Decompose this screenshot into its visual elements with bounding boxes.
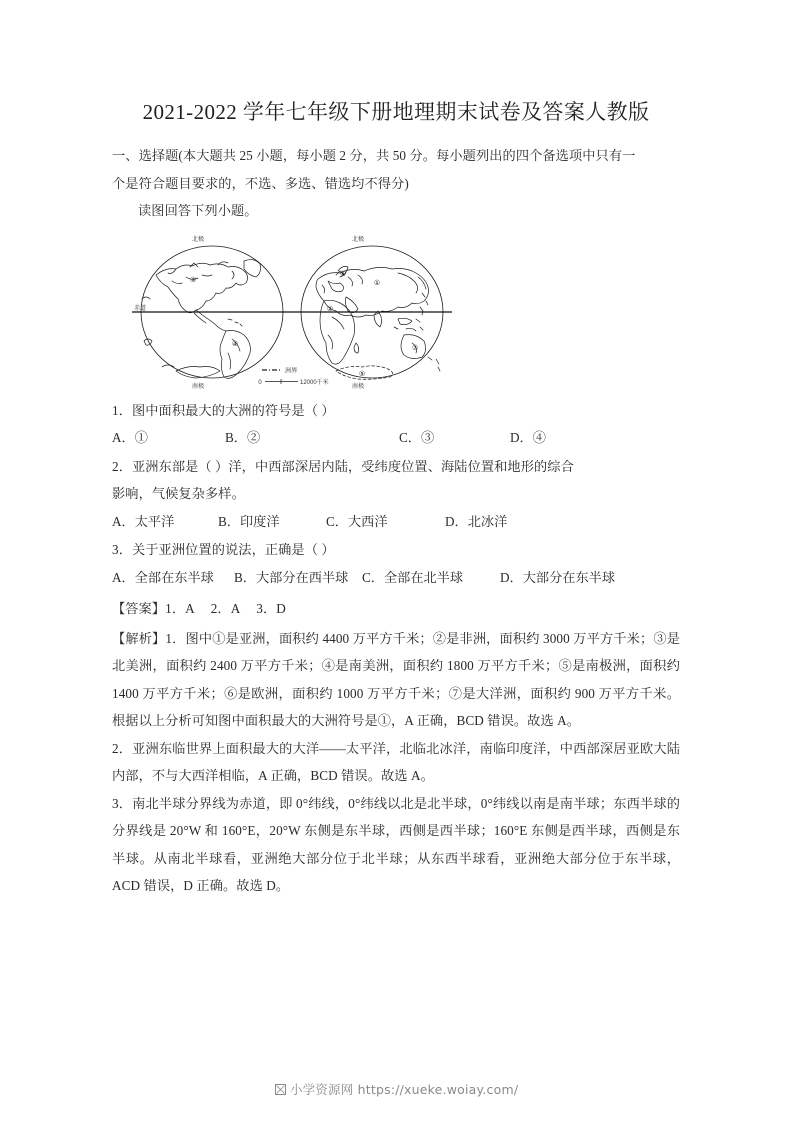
section-heading-line-1: 一、选择题(本大题共 25 小题，每小题 2 分，共 50 分。每小题列出的四个备选项中只有一	[112, 148, 636, 163]
analysis-block	[112, 625, 680, 900]
question-2-stem-line-2: 影响，气候复杂多样。	[112, 486, 245, 501]
question-3-option-a[interactable]: A．全部在东半球	[112, 569, 214, 585]
figure-world-map	[112, 231, 680, 391]
map-label-south-pole-left: 南极	[191, 382, 205, 390]
map-marker-7: ⑦	[411, 343, 419, 352]
question-2-option-c[interactable]: C．大西洋	[326, 513, 388, 529]
section-heading-line-2: 个是符合题目要求的，不选、多选、错选均不得分)	[112, 175, 409, 191]
question-1-option-c[interactable]: C．③	[399, 430, 435, 445]
question-3-option-d[interactable]: D．大部分在东半球	[500, 569, 616, 585]
reading-instruction: 读图回答下列小题。	[138, 203, 258, 218]
question-2-options	[112, 508, 680, 536]
analysis-paragraph-1: 【解析】1．图中①是亚洲，面积约 4400 万平方千米；②是非洲，面积约 3000 万平方千米；③是北美洲，面积约 2400 万平方千米；④是南美洲，面积约 1800 万平方千米；⑤是南极洲，面积约 1400 万平方千米；⑥是欧洲，面积约 1000 万平方千米；⑦是大洋洲，面积约 900 万平方千米。根据以上分析可知图中面积最大的大洲符号是①，A 正确，BCD 错误。故选 A。	[112, 630, 680, 728]
world-hemispheres-svg	[132, 231, 452, 391]
map-marker-6: ⑥	[339, 269, 347, 278]
legend-boundary-label: 洲界	[285, 367, 298, 374]
question-3-stem: 3．关于亚洲位置的说法，正确是（ ）	[112, 542, 335, 557]
question-1-option-a[interactable]: A．①	[112, 430, 148, 445]
site-logo-icon	[275, 1083, 286, 1098]
footer-url: https://xueke.woiay.com/	[357, 1082, 519, 1097]
legend-scale-value: 12000千米	[300, 379, 329, 386]
map-label-equator: 赤道	[134, 305, 147, 312]
question-1-stem: 1．图中面积最大的大洲的符号是（ ）	[112, 402, 335, 418]
question-3-option-b[interactable]: B．大部分在西半球	[234, 569, 349, 585]
legend-scale-zero: 0	[258, 379, 262, 386]
map-marker-4: ④	[231, 339, 239, 348]
map-label-north-pole-right: 北极	[351, 235, 365, 243]
map-marker-1: ①	[373, 278, 381, 287]
map-legend	[258, 366, 328, 386]
question-2-option-d[interactable]: D．北冰洋	[445, 513, 508, 529]
question-2-option-b[interactable]: B．印度洋	[218, 513, 280, 529]
answer-line	[112, 595, 680, 623]
answer-label: 【答案】	[112, 601, 166, 616]
analysis-paragraph-3: 3．南北半球分界线为赤道，即 0°纬线，0°纬线以北是北半球，0°纬线以南是南半球；东西半球的分界线是 20°W 和 160°E，20°W 东侧是东半球，西侧是西半球；160°E 东侧是西半球，西侧是东半球。从南北半球看，亚洲绝大部分位于北半球；从东西半球看，亚洲绝大部分位于东半球，ACD 错误，D 正确。故选 D。	[112, 795, 680, 893]
map-marker-5: ⑤	[358, 369, 366, 378]
question-1-options	[112, 424, 680, 452]
answer-text: 1．A 2．A 3．D	[165, 601, 286, 616]
question-1-option-d[interactable]: D．④	[510, 430, 546, 445]
map-marker-2: ②	[326, 304, 334, 313]
question-2-stem-line-1: 2．亚洲东部是（ ）洋，中西部深居内陆，受纬度位置、海陆位置和地形的综合	[112, 458, 574, 474]
page-title: 2021-2022 学年七年级下册地理期末试卷及答案人教版	[142, 100, 650, 124]
map-marker-3: ③	[189, 275, 197, 284]
question-3-options	[112, 564, 680, 592]
question-3-option-c[interactable]: C．全部在北半球	[362, 569, 464, 585]
question-2-option-a[interactable]: A．太平洋	[112, 513, 175, 529]
analysis-paragraph-2: 2．亚洲东临世界上面积最大的大洋——太平洋，北临北冰洋，南临印度洋，中西部深居亚欧大陆内部，不与大西洋相临，A 正确，BCD 错误。故选 A。	[112, 740, 680, 783]
footer-watermark	[0, 1080, 793, 1098]
question-1-option-b[interactable]: B．②	[225, 430, 261, 445]
map-label-north-pole-left: 北极	[191, 235, 205, 243]
map-label-south-pole-right: 南极	[351, 382, 365, 390]
footer-site-name: 小学资源网	[289, 1082, 354, 1097]
